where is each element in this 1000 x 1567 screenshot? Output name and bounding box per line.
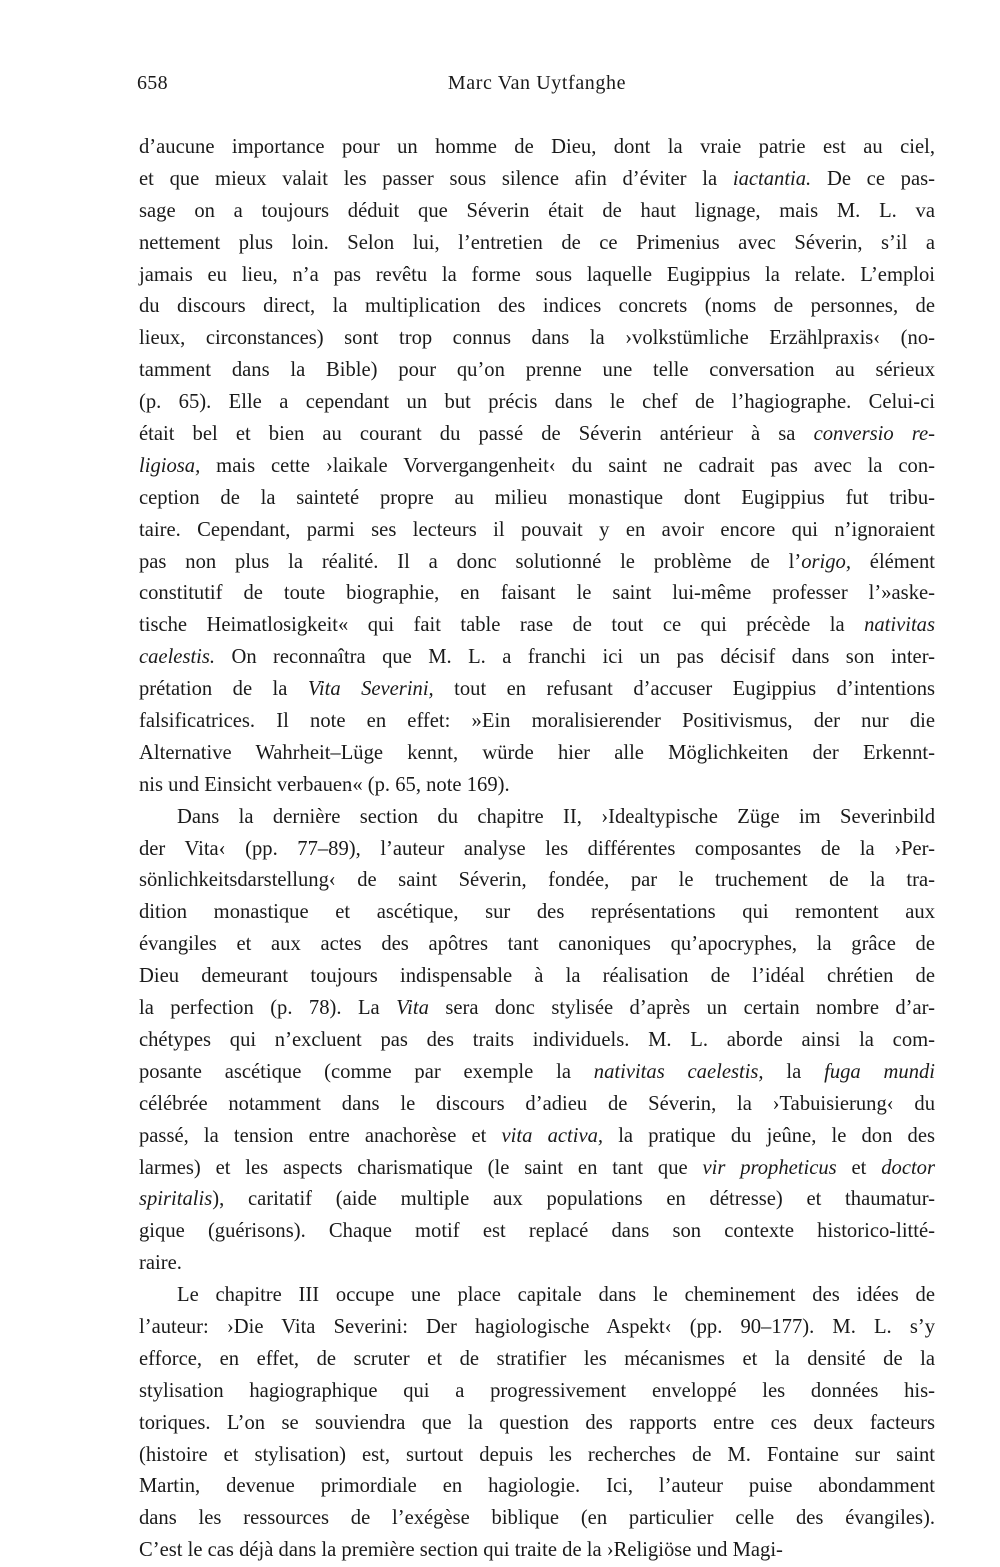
text-line	[139, 897, 935, 929]
text-line	[139, 1089, 935, 1121]
text-segment: pas non plus la réalité. Il a donc solutionné le problème de l’	[139, 550, 802, 573]
text-line	[139, 610, 935, 642]
text-segment: dition monastique et ascétique, sur des représentations qui remontent aux	[139, 901, 935, 924]
body-text	[139, 132, 935, 1567]
paragraph-2	[139, 802, 935, 1280]
text-segment: falsificatrices. Il note en effet: »Ein moralisierender Positivismus, der nur die	[139, 710, 935, 733]
italic-segment: Vita Severini,	[307, 678, 434, 701]
text-segment: sera donc stylisée d’après un certain nombre d’ar-	[428, 997, 935, 1020]
text-line	[139, 164, 935, 196]
text-line	[139, 451, 935, 483]
text-segment: lieux, circonstances) sont trop connus dans la ›volkstümliche Erzählpraxis‹ (no-	[139, 327, 935, 350]
text-segment: dans les ressources de l’exégèse biblique (en particulier celle des évangiles).	[139, 1507, 935, 1530]
text-segment: la pratique du jeûne, le don des	[603, 1124, 936, 1147]
italic-segment: doctor	[881, 1156, 935, 1179]
text-line	[139, 1503, 935, 1535]
text-line	[139, 1025, 935, 1057]
text-segment: Le chapitre III occupe une place capitale dans le cheminement des idées de	[177, 1284, 935, 1307]
text-line	[139, 260, 935, 292]
italic-segment: Vita	[396, 997, 429, 1020]
italic-segment: spiritalis	[139, 1188, 213, 1211]
text-segment: sönlichkeitsdarstellung‹ de saint Séverin, fondée, par le truchement de la tra-	[139, 869, 935, 892]
text-line	[139, 1121, 935, 1153]
text-segment: évangiles et aux actes des apôtres tant canoniques qu’apocryphes, la grâce de	[139, 933, 935, 956]
text-line	[139, 323, 935, 355]
text-line	[139, 1344, 935, 1376]
text-segment: tamment dans la Bible) pour qu’on prenne une telle conversation au sérieux	[139, 359, 935, 382]
italic-segment: nativitas caelestis,	[593, 1060, 764, 1083]
text-segment: jamais eu lieu, n’a pas revêtu la forme sous laquelle Eugippius la relate. L’emploi	[139, 263, 935, 286]
italic-segment: vita activa,	[501, 1124, 604, 1147]
text-segment: constitutif de toute biographie, en faisant le saint lui-même professer l’»aske-	[139, 582, 935, 605]
text-line	[139, 1248, 935, 1280]
text-segment: élément	[850, 550, 935, 573]
text-line	[139, 387, 935, 419]
text-segment: (histoire et stylisation) est, surtout depuis les recherches de M. Fontaine sur saint	[139, 1443, 935, 1466]
text-line	[139, 961, 935, 993]
italic-segment: vir propheticus	[702, 1156, 837, 1179]
text-line	[139, 132, 935, 164]
text-segment: était bel et bien au courant du passé de Séverin antérieur à sa	[139, 423, 814, 446]
italic-segment: ligiosa,	[139, 454, 201, 477]
text-segment: tische Heimatlosigkeit« qui fait table rase de tout ce qui précède la	[139, 614, 865, 637]
text-line	[139, 1153, 935, 1185]
text-line	[139, 547, 935, 579]
text-segment: stylisation hagiographique qui a progressivement enveloppé les données his-	[139, 1379, 935, 1402]
text-segment: passé, la tension entre anachorèse et	[139, 1124, 502, 1147]
text-line	[139, 1184, 935, 1216]
text-segment: Dans la dernière section du chapitre II, ›Idealtypische Züge im Severinbild	[177, 805, 935, 828]
text-segment: tout en refusant d’accuser Eugippius d’intentions	[433, 678, 936, 701]
text-line	[139, 419, 935, 451]
italic-segment: conversio re-	[813, 423, 935, 446]
text-line	[139, 993, 935, 1025]
text-line	[139, 1408, 935, 1440]
text-segment: efforce, en effet, de scruter et de stratifier les mécanismes et la densité de la	[139, 1347, 935, 1370]
text-segment: célébrée notamment dans le discours d’adieu de Séverin, la ›Tabuisierung‹ du	[139, 1092, 935, 1115]
text-line	[139, 1535, 935, 1567]
text-segment: De ce pas-	[811, 167, 935, 190]
text-segment: Dieu demeurant toujours indispensable à la réalisation de l’idéal chrétien de	[139, 965, 935, 988]
text-segment: nis und Einsicht verbauen« (p. 65, note 169).	[139, 773, 510, 796]
text-line	[139, 706, 935, 738]
italic-segment: iactantia.	[732, 167, 812, 190]
text-segment: Alternative Wahrheit–Lüge kennt, würde hier alle Möglichkeiten der Erkennt-	[139, 741, 935, 764]
text-segment: mais cette ›laikale Vorvergangenheit‹ du saint ne cadrait pas avec la con-	[200, 454, 935, 477]
italic-segment: origo,	[801, 550, 851, 573]
text-segment: du discours direct, la multiplication des indices concrets (noms de personnes, de	[139, 295, 935, 318]
text-line	[139, 802, 935, 834]
text-segment: ception de la sainteté propre au milieu monastique dont Eugippius fut tribu-	[139, 486, 935, 509]
text-line	[139, 1280, 935, 1312]
text-segment: raire.	[139, 1252, 182, 1275]
running-head	[139, 62, 935, 96]
text-segment: posante ascétique (comme par exemple la	[139, 1060, 594, 1083]
text-line	[139, 929, 935, 961]
text-line	[139, 1057, 935, 1089]
text-segment: der Vita‹ (pp. 77–89), l’auteur analyse les différentes composantes de la ›Per-	[139, 837, 935, 860]
italic-segment: nativitas	[864, 614, 935, 637]
italic-segment: caelestis.	[139, 646, 216, 669]
text-line	[139, 228, 935, 260]
text-line	[139, 1216, 935, 1248]
text-line	[139, 738, 935, 770]
text-line	[139, 1440, 935, 1472]
text-line	[139, 865, 935, 897]
text-line	[139, 1376, 935, 1408]
text-segment: d’aucune importance pour un homme de Dieu, dont la vraie patrie est au ciel,	[139, 136, 935, 158]
text-segment: taire. Cependant, parmi ses lecteurs il pouvait y en avoir encore qui n’ignoraient	[139, 518, 935, 541]
text-line	[139, 834, 935, 866]
text-segment: larmes) et les aspects charismatique (le saint en tant que	[139, 1156, 703, 1179]
text-segment: et	[836, 1156, 882, 1179]
text-segment: (p. 65). Elle a cependant un but précis dans le chef de l’hagiographe. Celui-ci	[139, 391, 935, 414]
paragraph-1	[139, 132, 935, 802]
page-number: 658	[137, 72, 168, 94]
text-segment: chétypes qui n’excluent pas des traits individuels. M. L. aborde ainsi la com-	[139, 1028, 935, 1051]
text-line	[139, 770, 935, 802]
italic-segment: fuga mundi	[824, 1060, 936, 1083]
running-title: Marc Van Uytfanghe	[447, 72, 627, 94]
text-segment: On reconnaîtra que M. L. a franchi ici un pas décisif dans son inter-	[215, 646, 935, 669]
text-segment: et que mieux valait les passer sous silence afin d’éviter la	[139, 167, 733, 190]
text-segment: nettement plus loin. Selon lui, l’entretien de ce Primenius avec Séverin, s’il a	[139, 231, 935, 254]
text-segment: ), caritatif (aide multiple aux populations en détresse) et thaumatur-	[212, 1188, 935, 1211]
text-segment: prétation de la	[139, 678, 308, 701]
text-segment: gique (guérisons). Chaque motif est replacé dans son contexte historico-litté-	[139, 1220, 935, 1243]
text-line	[139, 578, 935, 610]
text-segment: Martin, devenue primordiale en hagiologie. Ici, l’auteur puise abondamment	[139, 1475, 935, 1498]
text-segment: l’auteur: ›Die Vita Severini: Der hagiologische Aspekt‹ (pp. 90–177). M. L. s’y	[139, 1315, 935, 1338]
text-line	[139, 1471, 935, 1503]
text-segment: la	[763, 1060, 825, 1083]
text-line	[139, 1312, 935, 1344]
page	[139, 62, 935, 1567]
text-line	[139, 642, 935, 674]
text-segment: sage on a toujours déduit que Séverin était de haut lignage, mais M. L. va	[139, 199, 935, 222]
text-segment: la perfection (p. 78). La	[139, 997, 397, 1020]
text-line	[139, 355, 935, 387]
text-line	[139, 483, 935, 515]
text-segment: C’est le cas déjà dans la première section qui traite de la ›Religiöse und Magi-	[139, 1539, 783, 1562]
text-line	[139, 291, 935, 323]
text-line	[139, 515, 935, 547]
text-line	[139, 196, 935, 228]
paragraph-3	[139, 1280, 935, 1567]
text-line	[139, 674, 935, 706]
text-segment: toriques. L’on se souviendra que la question des rapports entre ces deux facteurs	[139, 1411, 935, 1434]
